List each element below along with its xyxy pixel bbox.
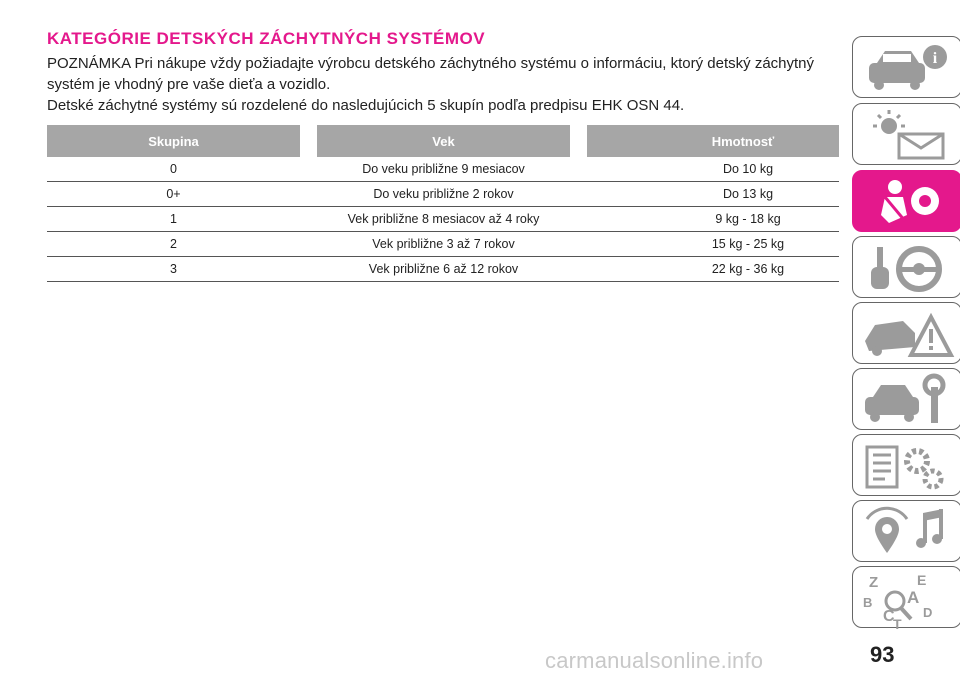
header-group: Skupina: [47, 125, 300, 157]
cell-group: 0: [170, 162, 177, 176]
tab-starting-driving[interactable]: [852, 236, 960, 298]
tab-emergency[interactable]: [852, 302, 960, 364]
cell-group: 1: [170, 212, 177, 226]
index-letter: C: [883, 608, 895, 625]
tab-multimedia[interactable]: [852, 500, 960, 562]
car-accident-icon: [859, 307, 955, 361]
cell-group: 3: [170, 262, 177, 276]
cell-weight: 9 kg - 18 kg: [715, 212, 781, 226]
tab-technical-data[interactable]: [852, 434, 960, 496]
table-row: [47, 157, 839, 182]
tab-index[interactable]: [852, 566, 960, 628]
header-age: Vek: [317, 125, 570, 157]
key-steering-wheel-icon: [859, 241, 955, 295]
header-gap: [570, 125, 587, 157]
table-row: [47, 232, 839, 257]
specs-gears-icon: [859, 439, 955, 493]
cell-age: Vek približne 8 mesiacov až 4 roky: [347, 212, 540, 226]
table-row: [47, 207, 839, 232]
index-letter: Z: [869, 574, 879, 591]
alphabetical-index-icon: [859, 571, 955, 629]
cell-age: Vek približne 3 až 7 rokov: [372, 237, 515, 251]
warning-lights-icon: [859, 108, 955, 162]
tab-warning-lights[interactable]: [852, 103, 960, 165]
index-letter: D: [923, 605, 933, 620]
cell-weight: Do 13 kg: [722, 187, 774, 201]
tab-car-info[interactable]: [852, 36, 960, 98]
watermark: carmanualsonline.info: [545, 648, 764, 673]
multimedia-icon: [859, 505, 955, 559]
note-paragraph: POZNÁMKA Pri nákupe vždy požiadajte výrobcu detského záchytného systému o informáciu, ktorý detský záchytný systém je vhodný pre vaše dieťa a vozidlo.: [47, 55, 815, 93]
svg-text:i: i: [932, 50, 938, 67]
cell-weight: 15 kg - 25 kg: [711, 237, 785, 251]
cell-age: Do veku približne 2 rokov: [373, 187, 514, 201]
index-letter: E: [917, 572, 927, 588]
table-header: [47, 125, 839, 157]
header-weight-label: Hmotnosť: [711, 133, 775, 149]
index-letter: B: [863, 595, 873, 610]
intro-paragraph: Detské záchytné systémy sú rozdelené do nasledujúcich 5 skupín podľa predpisu EHK OSN 44.: [47, 97, 685, 114]
chapter-tabs: [852, 0, 960, 678]
table-row: [47, 257, 839, 282]
index-letter: A: [907, 588, 920, 607]
section-heading: KATEGÓRIE DETSKÝCH ZÁCHYTNÝCH SYSTÉMOV: [47, 29, 486, 48]
header-weight: [587, 125, 839, 157]
car-info-icon: [859, 41, 955, 95]
tab-maintenance[interactable]: [852, 368, 960, 430]
car-wrench-icon: [859, 373, 955, 427]
table-row: [47, 182, 839, 207]
airbag-seat-icon: [859, 175, 955, 229]
cell-weight: Do 10 kg: [722, 162, 774, 176]
cell-group: 0+: [166, 187, 181, 201]
tab-safety[interactable]: [852, 170, 960, 232]
page-number: 93: [870, 642, 895, 667]
cell-age: Vek približne 6 až 12 rokov: [368, 262, 519, 276]
cell-weight: 22 kg - 36 kg: [711, 262, 785, 276]
index-letter: T: [893, 616, 902, 629]
header-gap: [300, 125, 317, 157]
child-restraint-table: [47, 125, 839, 282]
cell-age: Do veku približne 9 mesiacov: [362, 162, 525, 176]
cell-group: 2: [170, 237, 177, 251]
